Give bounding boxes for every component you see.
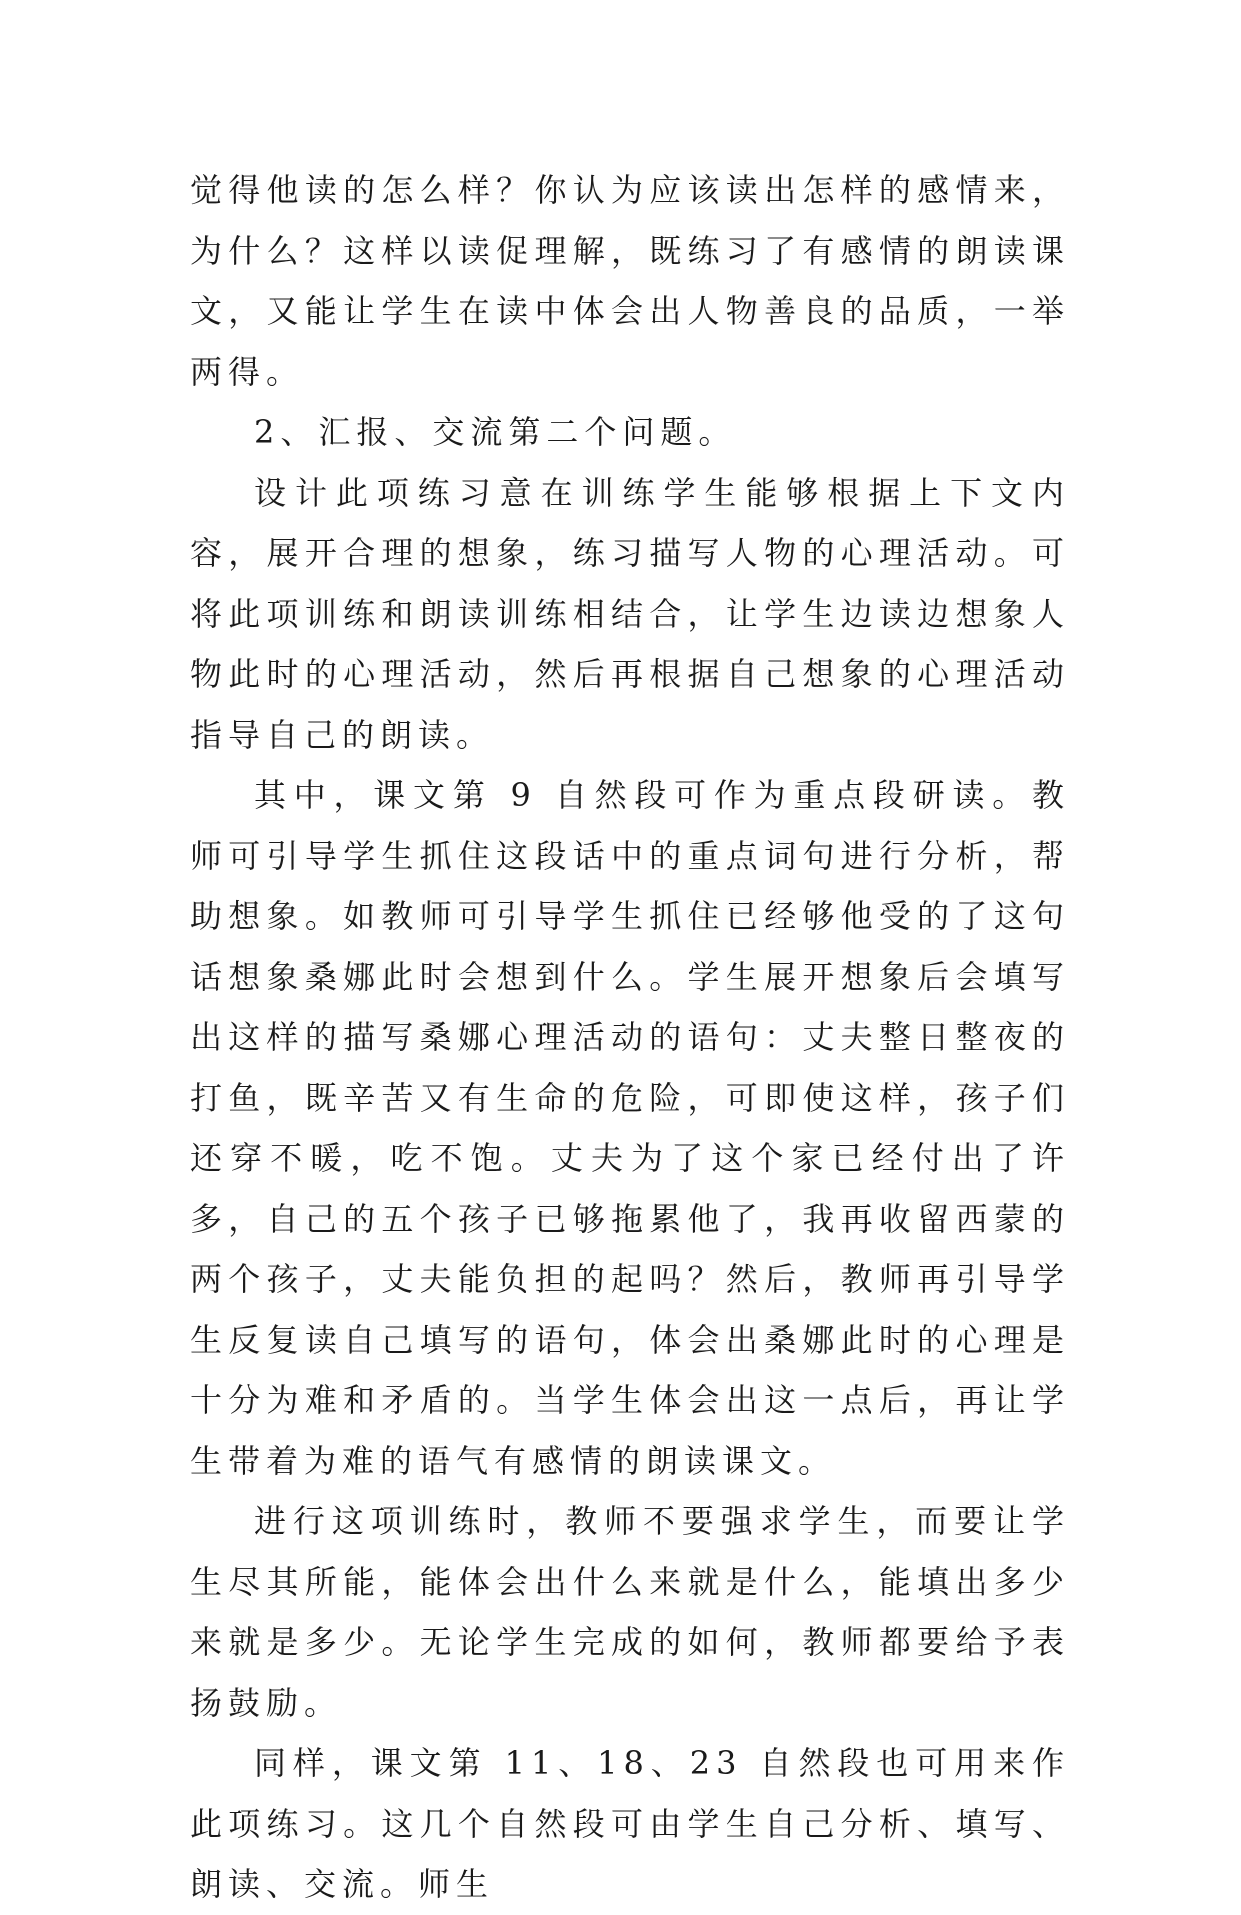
paragraph-4: 其中，课文第 9 自然段可作为重点段研读。教师可引导学生抓住这段话中的重点词句进行分析，帮助想象。如教师可引导学生抓住已经够他受的了这句话想象桑娜此时会想到什么。学生展开想象后会填写出这样的描写桑娜心理活动的语句：丈夫整日整夜的打鱼，既辛苦又有生命的危险，可即使这样，孩子们还穿不暖，吃不饱。丈夫为了这个家已经付出了许多，自己的五个孩子已够拖累他了，我再收留西蒙的两个孩子，丈夫能负担的起吗？然后，教师再引导学生反复读自己填写的语句，体会出桑娜此时的心理是十分为难和矛盾的。当学生体会出这一点后，再让学生带着为难的语气有感情的朗读课文。 — [190, 776, 1070, 1480]
paragraph-6: 同样，课文第 11、18、23 自然段也可用来作此项练习。这几个自然段可由学生自己分析、填写、朗读、交流。师生 — [190, 1744, 1070, 1903]
paragraph-2: 2、汇报、交流第二个问题。 — [254, 413, 737, 451]
body-text — [190, 160, 1070, 1915]
paragraph-3: 设计此项练习意在训练学生能够根据上下文内容，展开合理的想象，练习描写人物的心理活动。可将此项训练和朗读训练相结合，让学生边读边想象人物此时的心理活动，然后再根据自己想象的心理活动指导自己的朗读。 — [190, 473, 1070, 754]
paragraph-1: 觉得他读的怎么样？你认为应该读出怎样的感情来，为什么？这样以读促理解，既练习了有感情的朗读课文，又能让学生在读中体会出人物善良的品质，一举两得。 — [190, 171, 1070, 391]
paragraph-5: 进行这项训练时，教师不要强求学生，而要让学生尽其所能，能体会出什么来就是什么，能填出多少来就是多少。无论学生完成的如何，教师都要给予表扬鼓励。 — [190, 1502, 1070, 1722]
